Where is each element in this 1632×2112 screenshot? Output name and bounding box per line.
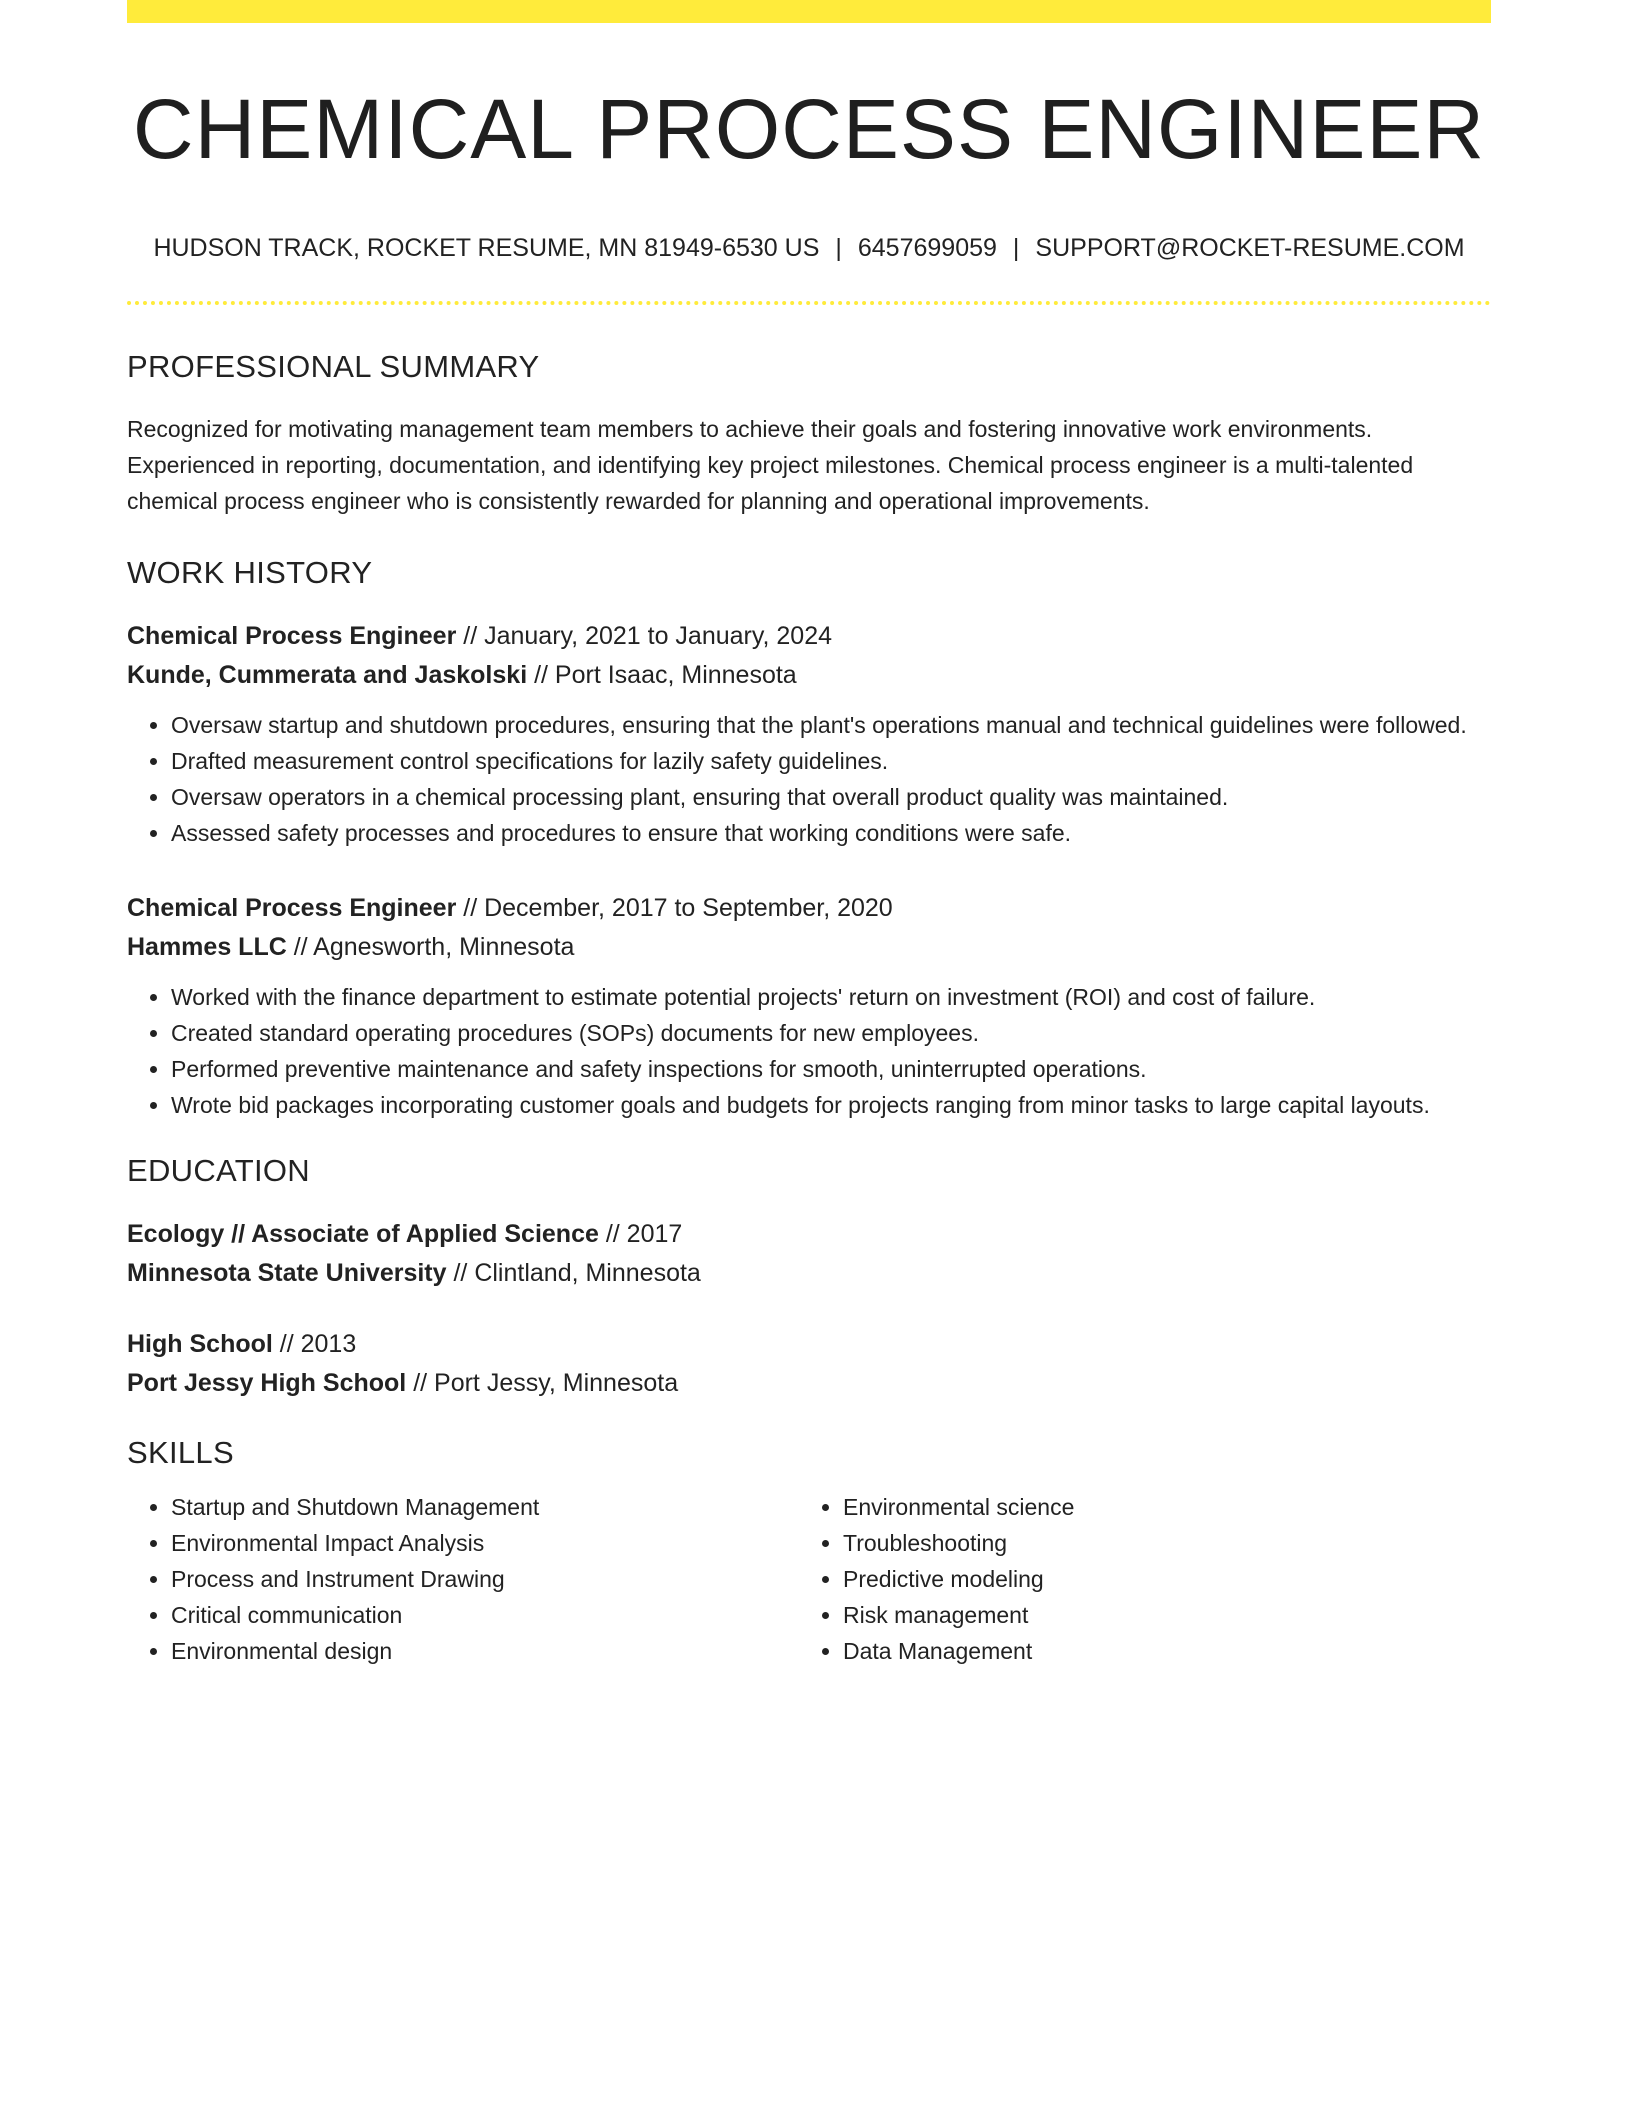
education-degree-line bbox=[127, 1215, 1491, 1254]
job-bullet: • Wrote bid packages incorporating customer goals and budgets for projects ranging from minor tasks to large capital layouts. bbox=[171, 1087, 1491, 1123]
contact-line bbox=[127, 233, 1491, 263]
contact-address: HUDSON TRACK, ROCKET RESUME, MN 81949-6530 US bbox=[153, 234, 820, 263]
education-school-line bbox=[127, 1254, 1491, 1293]
job-bullet: • Assessed safety processes and procedures to ensure that working conditions were safe. bbox=[171, 815, 1491, 851]
contact-separator: | bbox=[1012, 234, 1020, 263]
job-location: // Agnesworth, Minnesota bbox=[286, 933, 575, 962]
job-bullet: • Created standard operating procedures (SOPs) documents for new employees. bbox=[171, 1015, 1491, 1051]
skill-item: • Environmental Impact Analysis bbox=[171, 1525, 799, 1561]
education-school-line bbox=[127, 1364, 1491, 1403]
job-position: Chemical Process Engineer bbox=[127, 894, 457, 923]
skill-item: • Troubleshooting bbox=[843, 1525, 1471, 1561]
job-title-line bbox=[127, 889, 1491, 928]
job-company-line bbox=[127, 928, 1491, 967]
job-bullets bbox=[127, 979, 1491, 1123]
job-position: Chemical Process Engineer bbox=[127, 622, 457, 651]
education-year: // 2017 bbox=[598, 1220, 683, 1249]
skills-column-left bbox=[127, 1489, 799, 1669]
skill-item: • Predictive modeling bbox=[843, 1561, 1471, 1597]
contact-phone: 6457699059 bbox=[857, 234, 997, 263]
education-location: // Port Jessy, Minnesota bbox=[406, 1369, 679, 1398]
education-degree: Ecology // Associate of Applied Science bbox=[127, 1220, 599, 1249]
section-title-summary: PROFESSIONAL SUMMARY bbox=[127, 349, 540, 385]
skill-item: • Process and Instrument Drawing bbox=[171, 1561, 799, 1597]
job-bullet: • Worked with the finance department to estimate potential projects' return on investment (ROI) and cost of failure. bbox=[171, 979, 1491, 1015]
contact-email: SUPPORT@ROCKET-RESUME.COM bbox=[1035, 234, 1465, 263]
skill-item: • Startup and Shutdown Management bbox=[171, 1489, 799, 1525]
summary-text: Recognized for motivating management team members to achieve their goals and fostering innovative work environments. Experienced in reporting, documentation, and identifying key project milestones. Chemical process engineer is a multi-talented chemical process engineer who is consistently rewarded for planning and operational improvements. bbox=[127, 416, 1414, 515]
skill-item: • Data Management bbox=[843, 1633, 1471, 1669]
resume-page bbox=[127, 0, 1491, 1669]
education-degree: High School bbox=[127, 1330, 273, 1359]
section-title-education: EDUCATION bbox=[127, 1153, 310, 1189]
job-title-line bbox=[127, 617, 1491, 656]
education-entry bbox=[127, 1325, 1491, 1403]
skill-item: • Environmental design bbox=[171, 1633, 799, 1669]
section-title-work-history: WORK HISTORY bbox=[127, 555, 373, 591]
job-company: Kunde, Cummerata and Jaskolski bbox=[127, 661, 528, 690]
education-school: Port Jessy High School bbox=[127, 1369, 407, 1398]
candidate-name: CHEMICAL PROCESS ENGINEER bbox=[132, 82, 1486, 176]
education-entry bbox=[127, 1215, 1491, 1293]
education-school: Minnesota State University bbox=[127, 1259, 447, 1288]
job-dates: // January, 2021 to January, 2024 bbox=[456, 622, 833, 651]
accent-bar bbox=[127, 0, 1491, 23]
skills-grid bbox=[127, 1489, 1491, 1669]
job-dates: // December, 2017 to September, 2020 bbox=[456, 894, 893, 923]
skills-column-right bbox=[799, 1489, 1471, 1669]
job-location: // Port Isaac, Minnesota bbox=[527, 661, 797, 690]
skill-item: • Environmental science bbox=[843, 1489, 1471, 1525]
education-degree-line bbox=[127, 1325, 1491, 1364]
skill-item: • Risk management bbox=[843, 1597, 1471, 1633]
skill-item: • Critical communication bbox=[171, 1597, 799, 1633]
section-title-skills: SKILLS bbox=[127, 1435, 234, 1471]
job-bullet: • Oversaw operators in a chemical processing plant, ensuring that overall product quality was maintained. bbox=[171, 779, 1491, 815]
job-bullet: • Oversaw startup and shutdown procedures, ensuring that the plant's operations manual and technical guidelines were followed. bbox=[171, 707, 1491, 743]
job-company: Hammes LLC bbox=[127, 933, 287, 962]
education-location: // Clintland, Minnesota bbox=[446, 1259, 701, 1288]
contact-separator: | bbox=[835, 234, 842, 263]
job-company-line bbox=[127, 656, 1491, 695]
dotted-divider bbox=[127, 301, 1491, 305]
job-entry bbox=[127, 617, 1491, 851]
job-bullet: • Performed preventive maintenance and safety inspections for smooth, uninterrupted operations. bbox=[171, 1051, 1491, 1087]
job-bullet: • Drafted measurement control specifications for lazily safety guidelines. bbox=[171, 743, 1491, 779]
education-year: // 2013 bbox=[272, 1330, 357, 1359]
job-bullets bbox=[127, 707, 1491, 851]
job-entry bbox=[127, 889, 1491, 1123]
